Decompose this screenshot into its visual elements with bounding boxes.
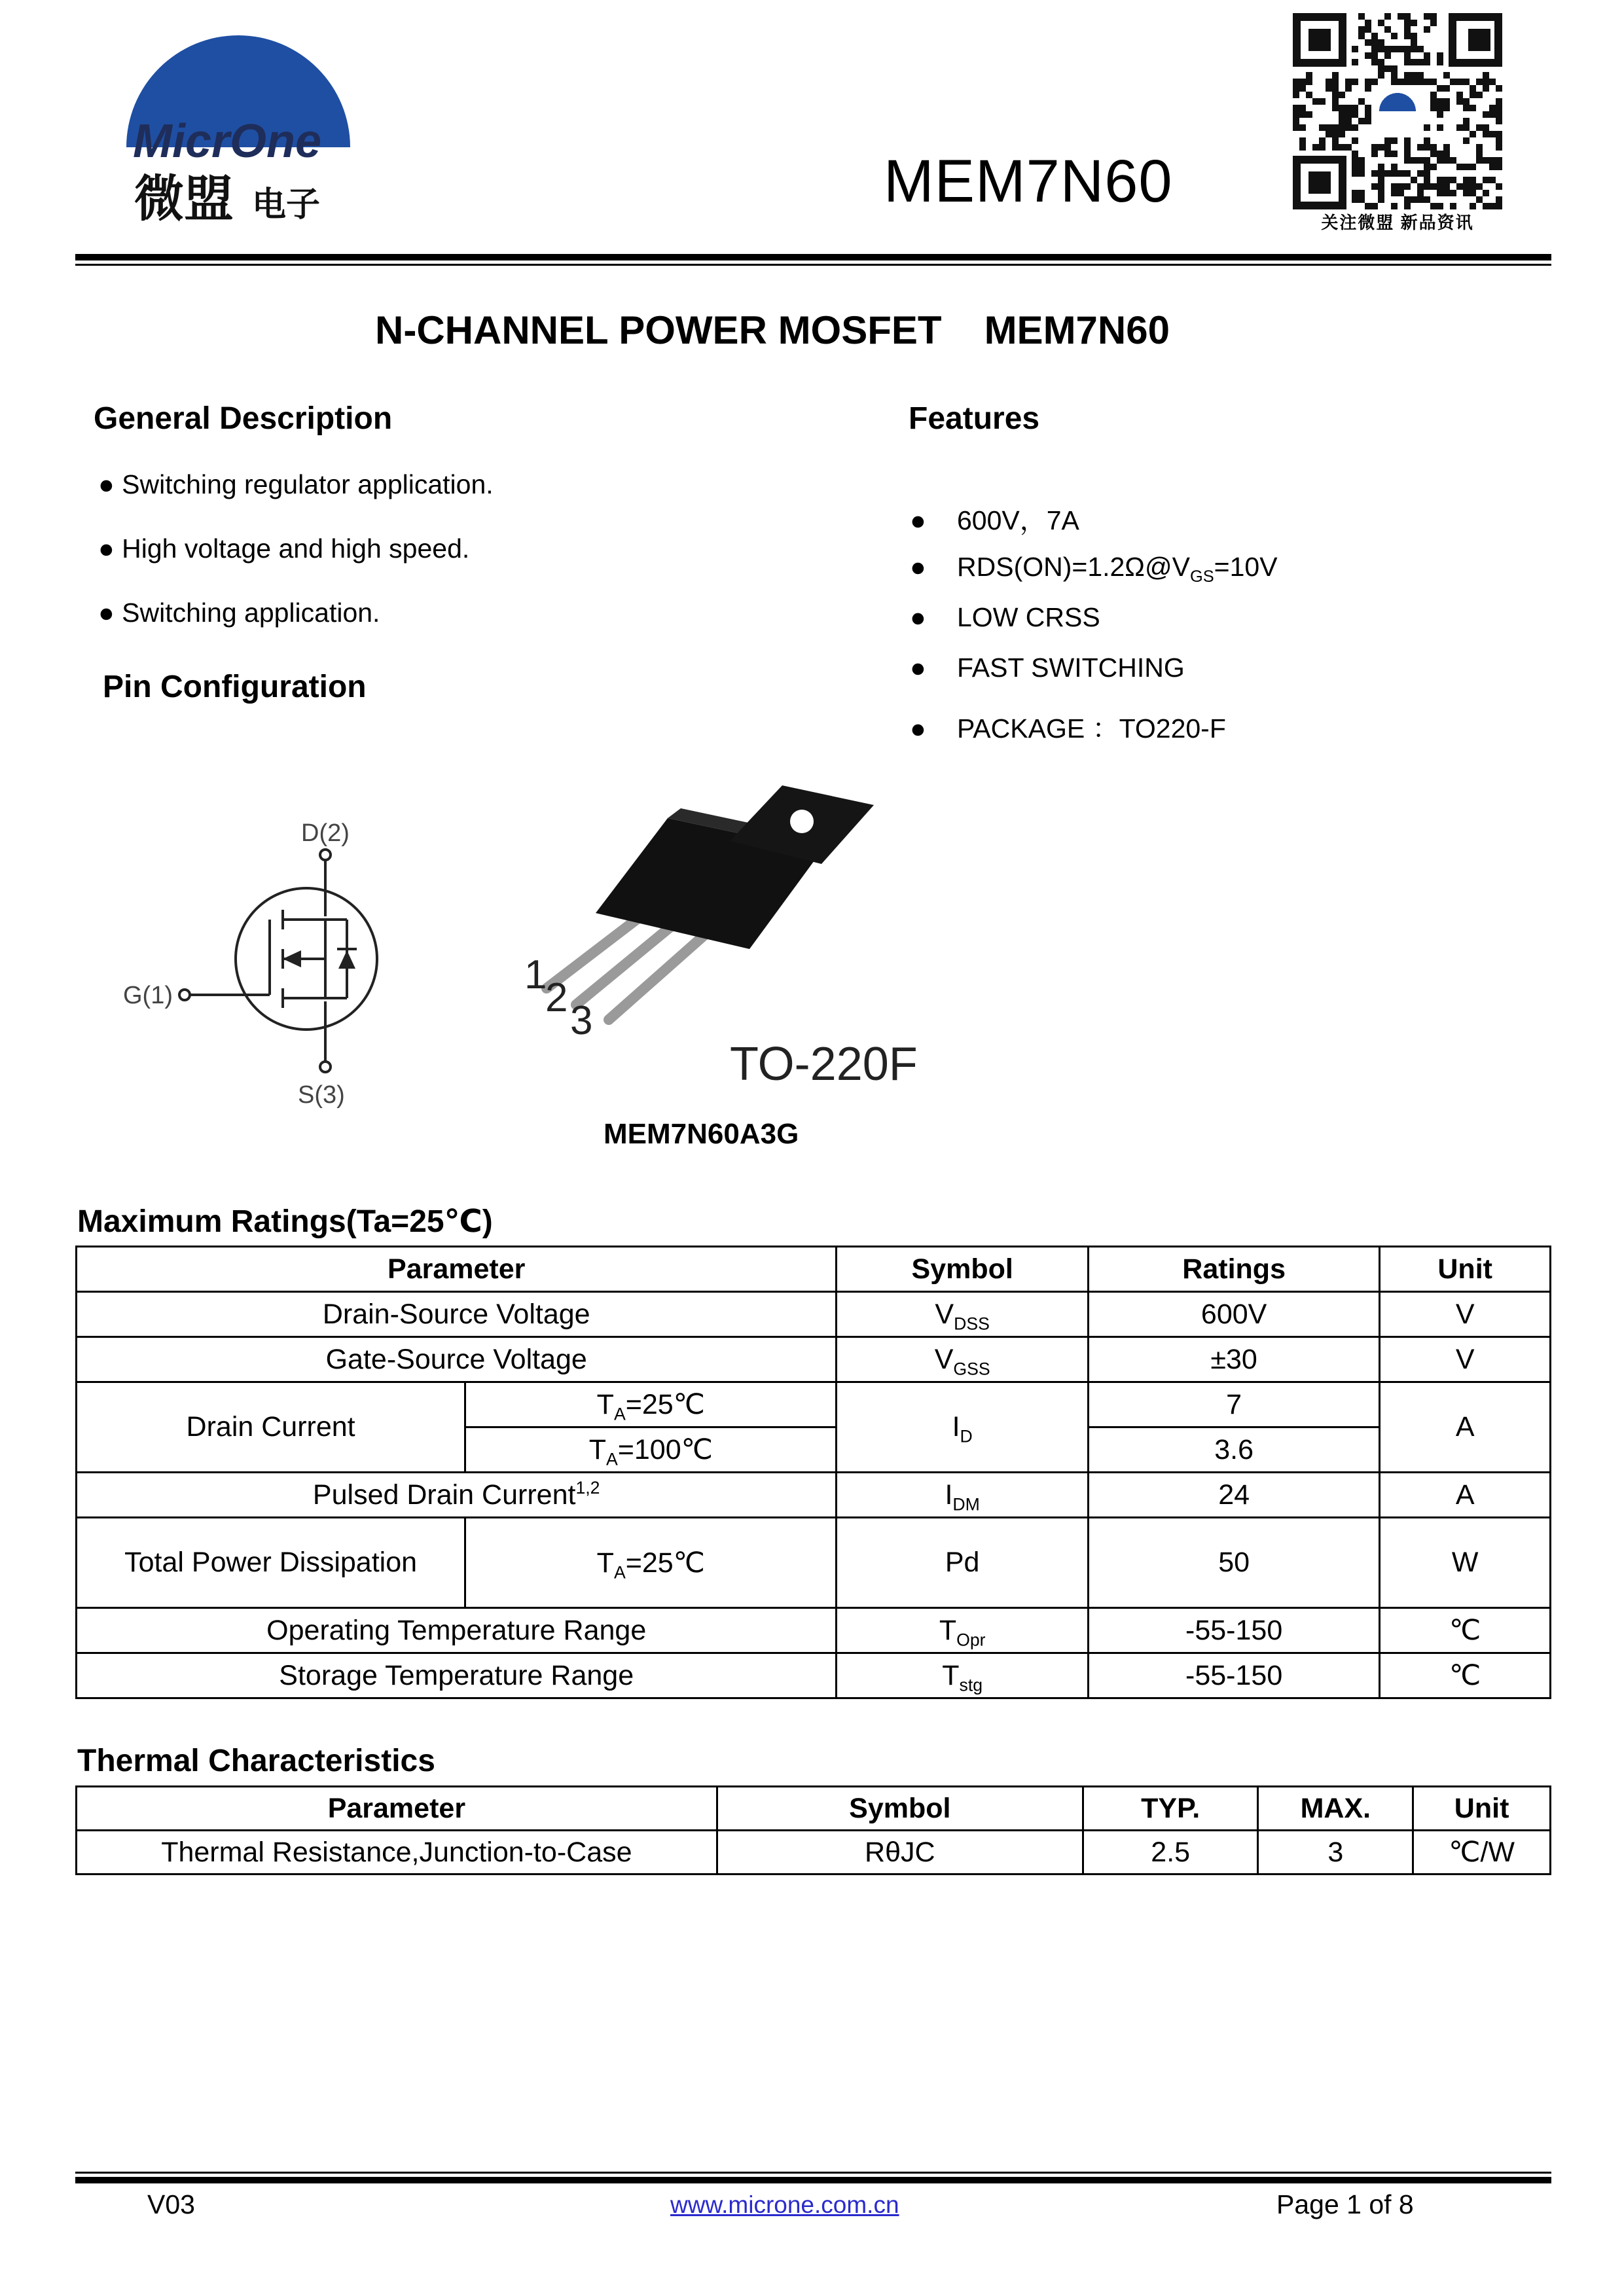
table-header-row <box>77 1787 1551 1831</box>
feature-item: ● LOW CRSS <box>910 602 1100 632</box>
source-pin-label: S(3) <box>298 1081 345 1109</box>
table-row: Pulsed Drain Current$^{1,2}$ $I_{DM}$ 24 A <box>77 1473 1551 1518</box>
table-row: Drain Current $T_A=25℃$ $I_D$ 7 A <box>77 1382 1551 1427</box>
document-title <box>0 308 1545 353</box>
column-header: Unit <box>1380 1247 1551 1292</box>
feature-item: ● PACKAGE ：TO220-F <box>910 713 1226 744</box>
feature-item: ● $RDS(ON)=1.2\Omega@V_{GS}=10V$ <box>910 552 1278 586</box>
table-header-row <box>77 1247 1551 1292</box>
footer-website-link[interactable]: www.microne.com.cn <box>670 2191 899 2218</box>
document-title-part: MEM7N60 <box>984 308 1170 352</box>
pin-number-3: 3 <box>570 998 593 1043</box>
gate-pin-label: G(1) <box>123 982 173 1009</box>
general-description-heading: General Description <box>94 401 393 436</box>
feature-item: ● 600V，7A <box>910 505 1079 535</box>
to220f-package-image <box>520 772 965 1093</box>
table-row: Thermal Resistance,Junction-to-Case RθJC 2.5 3 ℃/W <box>77 1831 1551 1874</box>
bullet: ● <box>910 653 926 683</box>
package-name-label: TO-220F <box>730 1038 918 1090</box>
qr-code-icon <box>1293 13 1502 209</box>
max-ratings-table <box>75 1246 1551 1699</box>
table-row: $T_A=100℃$ 3.6 <box>77 1427 1551 1473</box>
column-header: Parameter <box>77 1787 717 1831</box>
footer-revision: V03 <box>147 2189 195 2219</box>
microne-logo <box>121 23 357 226</box>
bullet: ● <box>910 713 926 744</box>
thermal-heading: Thermal Characteristics <box>77 1744 435 1778</box>
footer-divider-thick <box>75 2177 1551 2183</box>
logo-brand-en: MicrOne <box>133 115 322 168</box>
footer-divider-thin <box>75 2172 1551 2174</box>
pin-configuration-heading: Pin Configuration <box>103 670 367 704</box>
header-part-number: MEM7N60 <box>884 148 1173 215</box>
thermal-table <box>75 1785 1551 1875</box>
column-header: Symbol <box>837 1247 1089 1292</box>
footer-page-number: Page 1 of 8 <box>1276 2189 1414 2219</box>
table-row: Drain-Source Voltage $V_{DSS}$ 600V V <box>77 1292 1551 1337</box>
bullet: ● <box>910 602 926 632</box>
general-description-item: ● High voltage and high speed. <box>98 533 470 564</box>
table-row: Total Power Dissipation $T_A=25℃$ Pd 50 W <box>77 1518 1551 1608</box>
header-divider-thick <box>75 254 1551 260</box>
column-header: Parameter <box>77 1247 837 1292</box>
general-description-item: ● Switching regulator application. <box>98 469 494 499</box>
table-row: Operating Temperature Range $T_{Opr}$ -55-150 ℃ <box>77 1608 1551 1653</box>
pin-number-2: 2 <box>545 975 568 1020</box>
pin-number-1: 1 <box>524 952 547 997</box>
logo-brand-cn-small: 电子 <box>252 185 321 224</box>
table-row: Gate-Source Voltage $V_{GSS}$ ±30 V <box>77 1337 1551 1382</box>
column-header: TYP. <box>1083 1787 1258 1831</box>
column-header: Ratings <box>1088 1247 1379 1292</box>
package-part-caption: MEM7N60A3G <box>604 1118 799 1150</box>
bullet: ● <box>910 505 926 535</box>
header-divider-thin <box>75 264 1551 266</box>
bullet: ● <box>910 552 926 582</box>
document-title-type: N-CHANNEL POWER MOSFET <box>375 308 942 352</box>
column-header: MAX. <box>1258 1787 1413 1831</box>
drain-pin-label: D(2) <box>301 819 350 847</box>
qr-caption: 关注微盟 新品资讯 <box>1321 213 1474 232</box>
general-description-item: ● Switching application. <box>98 598 380 628</box>
table-row: Storage Temperature Range $T_{stg}$ -55-150 ℃ <box>77 1653 1551 1698</box>
column-header: Symbol <box>717 1787 1083 1831</box>
logo-brand-cn: 微盟 <box>134 170 234 226</box>
features-heading: Features <box>909 401 1040 436</box>
feature-item: ● FAST SWITCHING <box>910 653 1185 683</box>
max-ratings-heading: Maximum Ratings(Ta=25℃) <box>77 1204 493 1239</box>
column-header: Unit <box>1413 1787 1551 1831</box>
mosfet-schematic-symbol <box>111 805 419 1113</box>
